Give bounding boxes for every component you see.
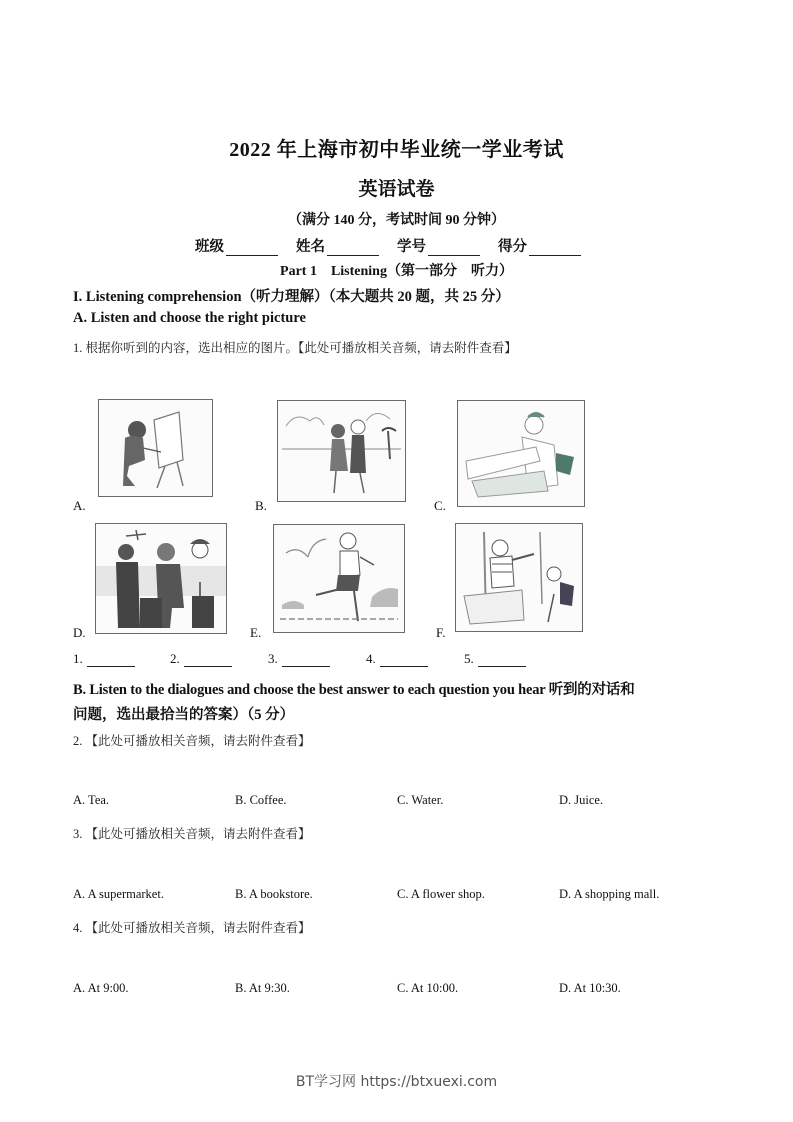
picture-e-boy-running: [273, 524, 405, 633]
fill-blank[interactable]: [529, 241, 581, 256]
answer-blank-2[interactable]: [170, 651, 232, 667]
answer-number: 4.: [366, 651, 376, 666]
option-a[interactable]: A. Tea.: [73, 793, 110, 807]
fill-blank[interactable]: [184, 654, 232, 667]
option-b[interactable]: B. A bookstore.: [235, 887, 313, 901]
answer-number: 2.: [170, 651, 180, 666]
score-note: （满分 140 分，考试时间 90 分钟）: [288, 213, 505, 228]
option-c[interactable]: C. Water.: [397, 793, 444, 807]
option-a[interactable]: A. A supermarket.: [73, 887, 164, 901]
running-illustration-icon: [274, 525, 404, 632]
answer-blank-1[interactable]: [73, 651, 135, 667]
section-i-heading: I. Listening comprehension（听力理解）（本大题共 20 题，共 25 分）: [73, 289, 510, 305]
footer-watermark: BT学习网 https://btxuexi.com: [295, 1074, 498, 1090]
painting-illustration-icon: [99, 400, 212, 496]
fill-blank[interactable]: [327, 241, 379, 256]
answer-number: 5.: [464, 651, 474, 666]
question-3-options: [73, 887, 753, 905]
desk-illustration-icon: [458, 401, 584, 506]
picture-c-man-at-desk: [457, 400, 585, 507]
student-info-row: [195, 235, 581, 256]
option-c[interactable]: C. At 10:00.: [397, 981, 459, 995]
answer-blank-5[interactable]: [464, 651, 526, 667]
info-field-student-id[interactable]: [397, 235, 480, 256]
section-b-heading-line1: B. Listen to the dialogues and choose the best answer to each question you hear 听到的对话和: [73, 682, 635, 698]
option-b[interactable]: B. Coffee.: [235, 793, 287, 807]
question-2-options: [73, 793, 753, 811]
fill-blank[interactable]: [428, 241, 480, 256]
fill-blank[interactable]: [226, 241, 278, 256]
info-field-score[interactable]: [498, 235, 581, 256]
option-d[interactable]: D. At 10:30.: [559, 981, 621, 995]
option-d[interactable]: D. Juice.: [559, 793, 604, 807]
option-a[interactable]: A. At 9:00.: [73, 981, 129, 995]
fill-blank[interactable]: [478, 654, 526, 667]
answer-blank-3[interactable]: [268, 651, 330, 667]
info-label: 学号: [397, 239, 426, 255]
picture-label-b: B.: [255, 498, 267, 513]
question-1-prompt: 1. 根据你听到的内容，选出相应的图片。【此处可播放相关音频，请去附件查看】: [73, 341, 517, 355]
picture-label-f: F.: [436, 625, 446, 640]
option-b[interactable]: B. At 9:30.: [235, 981, 290, 995]
picture-label-e: E.: [250, 625, 262, 640]
section-a-heading: A. Listen and choose the right picture: [73, 310, 306, 326]
info-field-class[interactable]: [195, 235, 278, 256]
info-field-name[interactable]: [296, 235, 379, 256]
fill-blank[interactable]: [87, 654, 135, 667]
beach-illustration-icon: [278, 401, 405, 501]
fill-blank[interactable]: [380, 654, 428, 667]
question-4-options: [73, 981, 753, 999]
picture-d-travelers-airport: [95, 523, 227, 634]
question-2-prompt: 2. 【此处可播放相关音频，请去附件查看】: [73, 734, 311, 748]
fill-blank[interactable]: [282, 654, 330, 667]
door-illustration-icon: [456, 524, 582, 631]
section-b-heading-line2: 问题，选出最拾当的答案）（5 分）: [73, 707, 295, 723]
info-label: 得分: [498, 239, 527, 255]
picture-b-children-beach: [277, 400, 406, 502]
picture-a-girl-painting: [98, 399, 213, 497]
answer-number: 3.: [268, 651, 278, 666]
airport-illustration-icon: [96, 524, 226, 633]
part-heading: Part 1 Listening（第一部分 听力）: [280, 264, 513, 279]
picture-f-boy-at-door: [455, 523, 583, 632]
answer-number: 1.: [73, 651, 83, 666]
picture-label-a: A.: [73, 498, 86, 513]
question-4-prompt: 4. 【此处可播放相关音频，请去附件查看】: [73, 921, 311, 935]
exam-title: 2022 年上海市初中毕业统一学业考试: [229, 139, 564, 161]
info-label: 班级: [195, 239, 224, 255]
picture-label-c: C.: [434, 498, 446, 513]
picture-label-d: D.: [73, 625, 86, 640]
exam-subtitle: 英语试卷: [358, 179, 435, 200]
answer-blank-4[interactable]: [366, 651, 428, 667]
info-label: 姓名: [296, 239, 325, 255]
question-3-prompt: 3. 【此处可播放相关音频，请去附件查看】: [73, 827, 311, 841]
option-c[interactable]: C. A flower shop.: [397, 887, 485, 901]
option-d[interactable]: D. A shopping mall.: [559, 887, 660, 901]
